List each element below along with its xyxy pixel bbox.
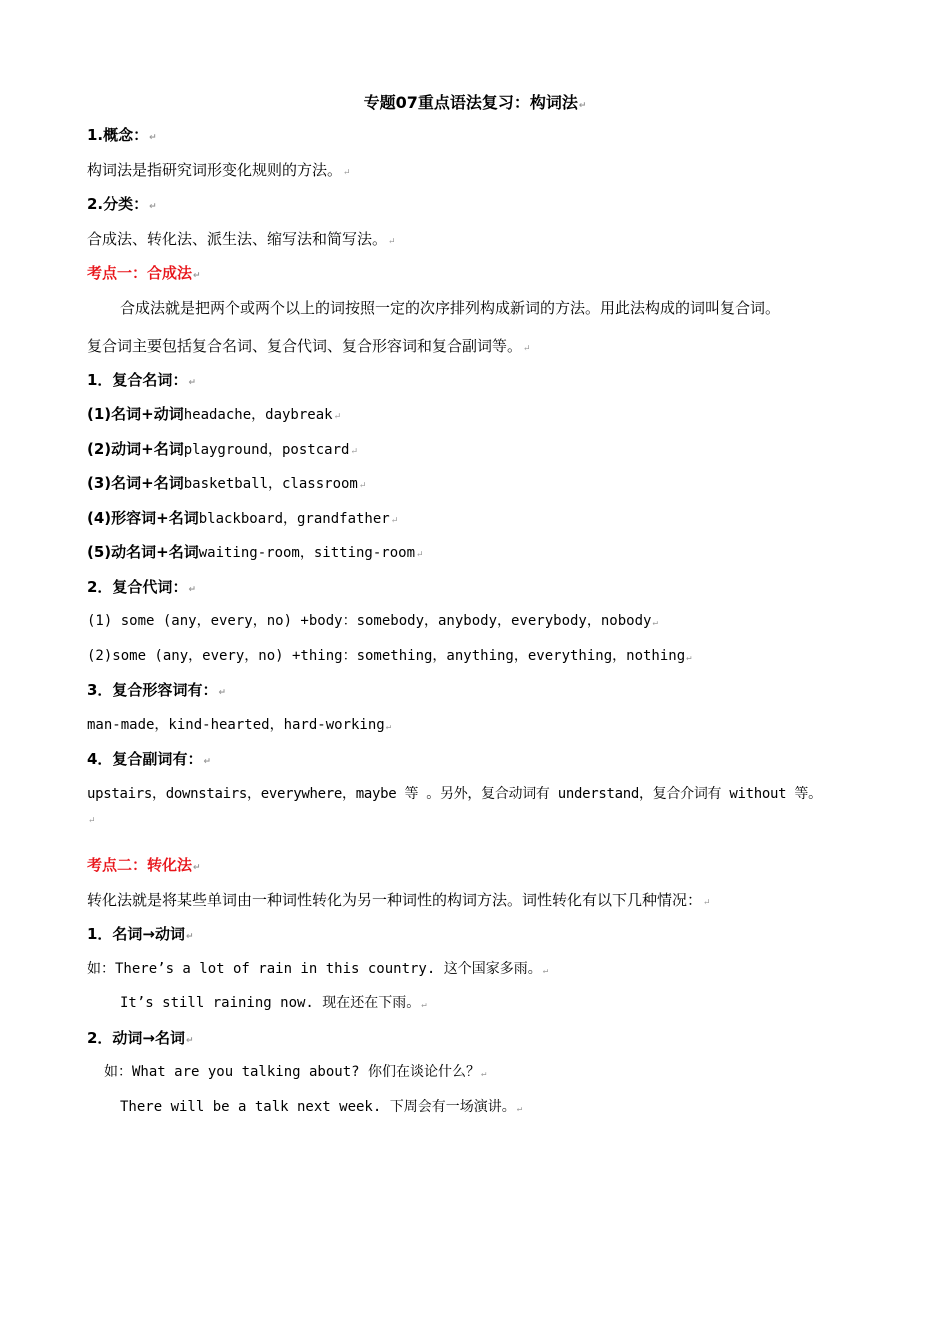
- noun-item: (1)名词+动词headache，daybreak↵: [87, 405, 342, 423]
- verb-to-noun-heading: 2．动词→名词↵: [87, 1029, 194, 1047]
- kp2-intro: 转化法就是将某些单词由一种词性转化为另一种词性的构词方法。词性转化有以下几种情况：↵: [87, 891, 711, 909]
- noun-item: (5)动名词+名词waiting-room，sitting-room↵: [87, 543, 424, 561]
- adverbs-text: upstairs，downstairs，everywhere，maybe 等 。另外，复合动词有 understand，复合介词有 without 等。: [87, 786, 822, 802]
- example-line: 如：What are you talking about? 你们在谈论什么？↵: [104, 1064, 487, 1080]
- compound-pronouns-heading: 2．复合代词：↵: [87, 578, 196, 596]
- example-line: It’s still raining now. 现在还在下雨。↵: [120, 995, 427, 1011]
- example-line: There will be a talk next week. 下周会有一场演讲。↵: [120, 1099, 523, 1115]
- noun-item: (2)动词+名词playground，postcard↵: [87, 440, 358, 458]
- kp1-intro-2: 复合词主要包括复合名词、复合代词、复合形容词和复合副词等。↵: [87, 337, 531, 355]
- paragraph-mark: ↵: [88, 816, 96, 826]
- concept-heading: 1.概念：↵: [87, 126, 157, 144]
- compound-nouns-heading: 1．复合名词：↵: [87, 371, 196, 389]
- page-title: 专题07重点语法复习：构词法↵: [363, 93, 587, 112]
- kp1-intro-1: 合成法就是把两个或两个以上的词按照一定的次序排列构成新词的方法。用此法构成的词叫复合词。: [120, 299, 781, 317]
- kp1-heading: 考点一：合成法↵: [87, 264, 201, 282]
- adjectives-text: man-made，kind-hearted，hard-working↵: [87, 717, 392, 733]
- kp2-heading: 考点二：转化法↵: [87, 856, 201, 874]
- compound-adjectives-heading: 3．复合形容词有：↵: [87, 681, 226, 699]
- pronoun-line: (2)some (any，every，no) +thing：something，anything，everything，nothing↵: [87, 648, 692, 664]
- compound-adverbs-heading: 4．复合副词有：↵: [87, 750, 211, 768]
- noun-item: (3)名词+名词basketball，classroom↵: [87, 474, 367, 492]
- concept-text: 构词法是指研究词形变化规则的方法。↵: [87, 161, 351, 179]
- pronoun-line: (1) some (any，every，no) +body：somebody，anybody，everybody，nobody↵: [87, 613, 658, 629]
- example-line: 如：There’s a lot of rain in this country. 这个国家多雨。↵: [87, 961, 549, 977]
- classification-text: 合成法、转化法、派生法、缩写法和简写法。↵: [87, 230, 396, 248]
- noun-to-verb-heading: 1．名词→动词↵: [87, 925, 194, 943]
- classification-heading: 2.分类：↵: [87, 195, 157, 213]
- noun-item: (4)形容词+名词blackboard，grandfather↵: [87, 509, 399, 527]
